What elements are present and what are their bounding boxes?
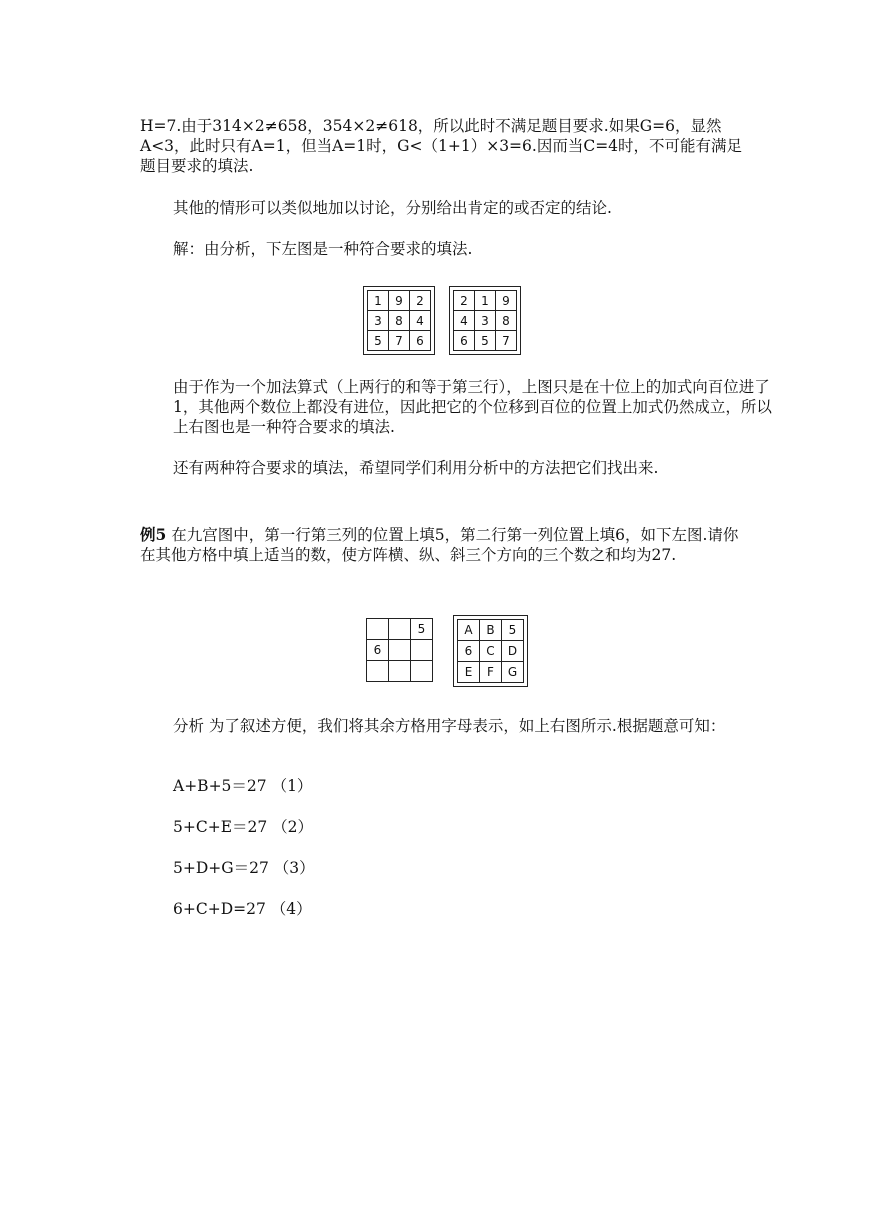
grid-row [454,311,517,331]
grid-cell: E [458,662,480,683]
grid-cell: 3 [475,311,496,331]
solution-grid-right [453,290,517,351]
grid-cell: 1 [475,291,496,311]
grid-cell: 9 [496,291,517,311]
grid-row [458,620,524,641]
equation-1: A+B+5＝27 （1） [173,777,313,795]
grid-cell [411,661,433,682]
paragraph-explanation: 由于作为一个加法算式（上两行的和等于第三行），上图只是在十位上的加式向百位进了1，其他两个数位上都没有进位，因此把它的个位移到百位的位置上加式仍然成立，所以上右图也是一种符合要求的填法. [173,378,772,436]
equation-2: 5+C+E＝27 （2） [173,818,314,836]
paragraph-other-cases: 其他的情形可以类似地加以讨论，分别给出肯定的或否定的结论. [173,199,612,217]
grid-cell [367,619,389,640]
grid-row [458,641,524,662]
grid-cell: 5 [368,331,389,351]
grid-cell: 6 [367,640,389,661]
grid-row [367,661,433,682]
grid-cell: 7 [389,331,410,351]
grid-row [368,311,431,331]
example-grid-right [457,619,524,683]
grid-cell: 5 [411,619,433,640]
solution-grid-left [367,290,431,351]
grid-cell: 2 [410,291,431,311]
grid-cell: F [480,662,502,683]
grid-cell: G [502,662,524,683]
grid-row [454,331,517,351]
grid-cell [367,661,389,682]
grid-cell: D [502,641,524,662]
example-label: 例5 [140,525,167,544]
grid-row [368,291,431,311]
grid-cell [389,619,411,640]
grid-cell: 3 [368,311,389,331]
grid-cell: B [480,620,502,641]
grid-cell: 2 [454,291,475,311]
grid-row [454,291,517,311]
grid-cell: 9 [389,291,410,311]
example-grid-left [366,618,433,682]
grid-cell: 5 [475,331,496,351]
grid-row [458,662,524,683]
grid-cell: 6 [458,641,480,662]
paragraph-analysis: 分析 为了叙述方便，我们将其余方格用字母表示，如上右图所示.根据题意可知： [173,717,726,735]
grid-row [367,619,433,640]
grid-cell: C [480,641,502,662]
grid-cell [389,661,411,682]
example-text: 在九宫图中，第一行第三列的位置上填5，第二行第一列位置上填6，如下左图.请你在其他方格中填上适当的数，使方阵横、纵、斜三个方向的三个数之和均为27. [140,526,739,564]
grid-cell [411,640,433,661]
grid-cell: 4 [410,311,431,331]
equation-4: 6+C+D=27 （4） [173,900,312,918]
paragraph-solution: 解：由分析，下左图是一种符合要求的填法. [173,240,473,258]
grid-cell: 5 [502,620,524,641]
grid-cell: 1 [368,291,389,311]
example-5-statement [140,525,745,565]
grid-row [367,640,433,661]
grid-cell: 6 [454,331,475,351]
grid-cell: A [458,620,480,641]
grid-cell [389,640,411,661]
paragraph-continuation: H=7.由于314×2≠658，354×2≠618，所以此时不满足题目要求.如果G=6，显然A<3，此时只有A=1，但当A=1时，G<（1+1）×3=6.因而当C=4时，不可能有满足题目要求的填法. [140,117,743,175]
grid-cell: 6 [410,331,431,351]
equation-3: 5+D+G＝27 （3） [173,859,315,877]
paragraph-remaining: 还有两种符合要求的填法，希望同学们利用分析中的方法把它们找出来. [173,459,659,477]
grid-cell: 8 [389,311,410,331]
grid-row [368,331,431,351]
grid-cell: 8 [496,311,517,331]
grid-cell: 7 [496,331,517,351]
grid-cell: 4 [454,311,475,331]
